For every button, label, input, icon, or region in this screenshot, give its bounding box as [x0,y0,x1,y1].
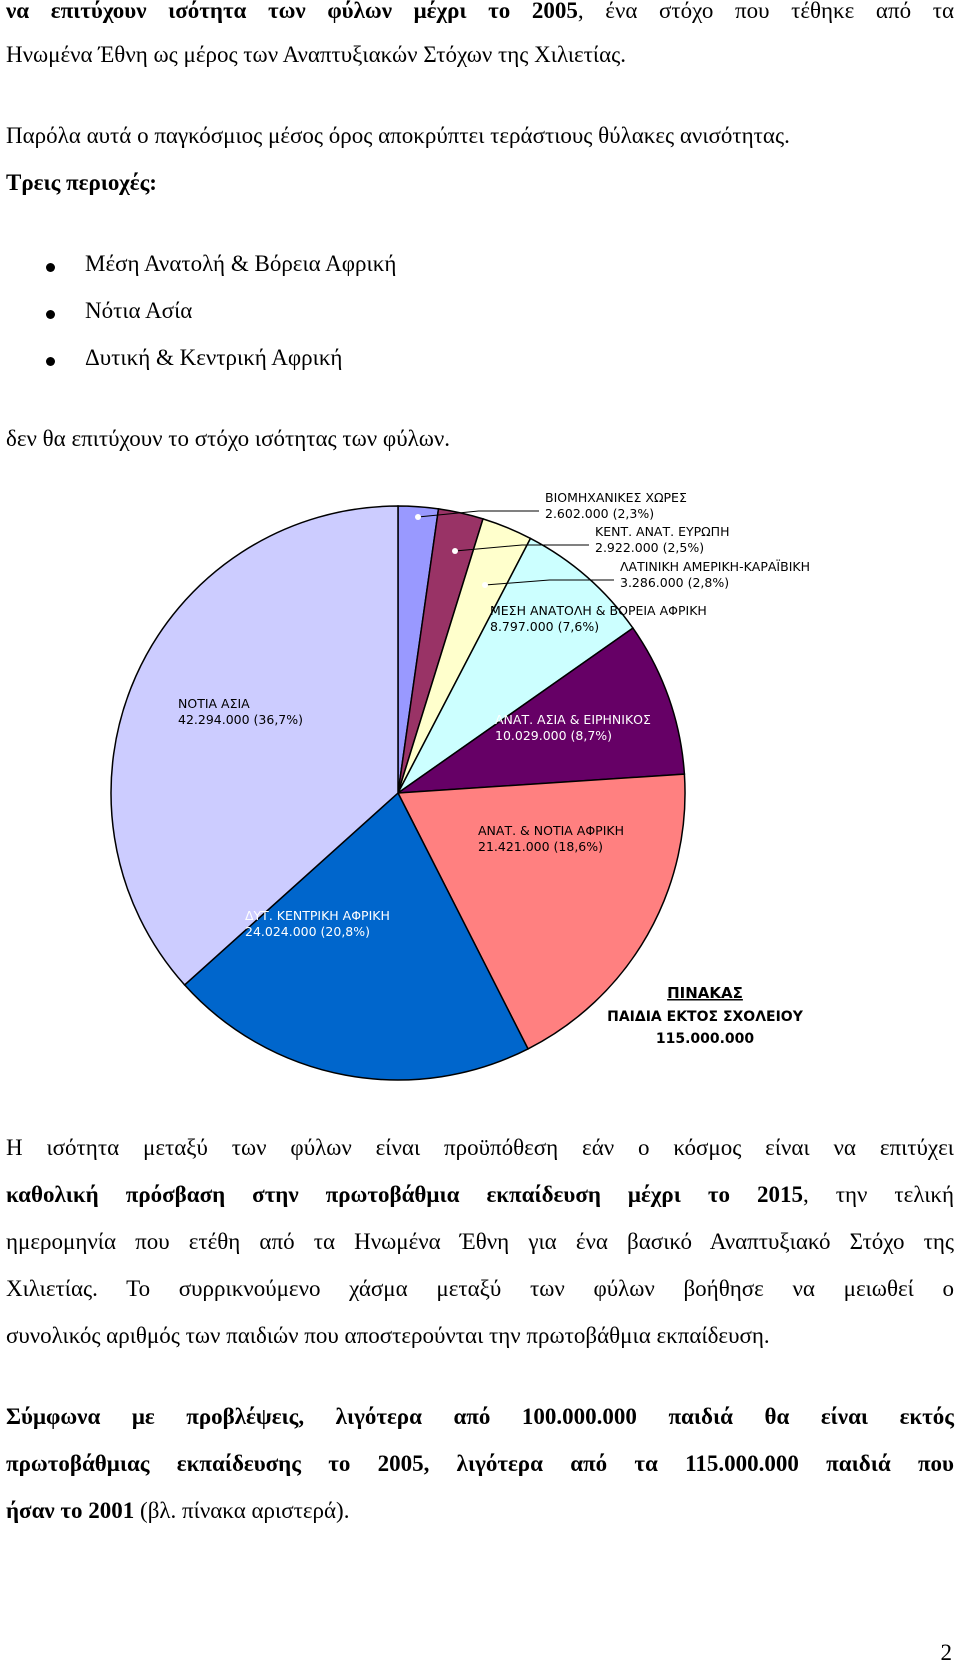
slice-label-value: 42.294.000 (36,7%) [178,712,304,727]
para1-bold: να επιτύχουν ισότητα των φύλων μέχρι το 2005 [6,0,578,23]
slice-label-value: 3.286.000 (2,8%) [620,575,730,590]
para3: δεν θα επιτύχουν το στόχο ισότητας των φύλων. [6,426,451,451]
slice-label-value: 21.421.000 (18,6%) [478,839,604,854]
para1-rest: , ένα στόχο που τέθηκε από τα [577,0,955,23]
para5-line1 [6,1402,954,1432]
para4-line4: Χιλιετίας. Το συρρικνούμενο χάσμα μεταξύ των φύλων βοήθησε να μειωθεί ο [6,1276,954,1301]
para4-line2 [6,1180,954,1210]
para5-bold-3: ήσαν το 2001 [6,1498,135,1523]
regions-heading: Τρεις περιοχές: [6,170,157,195]
bullet-dot [46,263,55,272]
para2-line1: Παρόλα αυτά ο παγκόσμιος μέσος όρος αποκρύπτει τεράστιους θύλακες ανισότητας. [6,123,790,148]
para2-line2 [6,168,954,198]
page-number: 2 [940,1640,952,1665]
chart-subtitle: ΠΑΙΔΙΑ ΕΚΤΟΣ ΣΧΟΛΕΙΟΥ [607,1009,803,1025]
para4-rest: , την τελική [802,1182,954,1207]
bullet-item: Δυτική & Κεντρική Αφρική [85,345,343,370]
slice-label-value: 2.922.000 (2,5%) [595,540,705,555]
para4-bold: καθολική πρόσβαση στην πρωτοβάθμια εκπαίδευση μέχρι το 2015 [6,1182,803,1207]
slice-label-name: ΝΟΤΙΑ ΑΣΙΑ [178,696,250,711]
slice-label-name: ΑΝΑΤ. & ΝΟΤΙΑ ΑΦΡΙΚΗ [478,823,625,838]
slice-label-name: ΑΝΑΤ. ΑΣΙΑ & ΕΙΡΗΝΙΚΟΣ [495,712,651,727]
slice-label-value: 2.602.000 (2,3%) [545,506,655,521]
para4-line3: ημερομηνία που ετέθη από τα Ηνωμένα Έθνη για ένα βασικό Αναπτυξιακό Στόχο της [6,1229,954,1254]
para5-line3 [6,1496,954,1526]
para1-line1 [6,0,954,26]
slice-label-value: 8.797.000 (7,6%) [490,619,600,634]
bullet-dot [46,310,55,319]
bullet-item: Μέση Ανατολή & Βόρεια Αφρική [85,251,397,276]
slice-label-name: ΜΕΣΗ ΑΝΑΤΟΛΗ & ΒΟΡΕΙΑ ΑΦΡΙΚΗ [490,603,707,618]
para5-bold-1: Σύμφωνα με προβλέψεις, λιγότερα από 100.000.000 παιδιά θα είναι εκτός [6,1404,954,1429]
slice-label-name: ΛΑΤΙΝΙΚΗ ΑΜΕΡΙΚΗ-ΚΑΡΑΪΒΙΚΗ [620,559,810,574]
callout-dot [415,514,421,520]
slice-label-name: ΔΥΤ. ΚΕΝΤΡΙΚΗ ΑΦΡΙΚΗ [245,908,390,923]
pie-chart [0,490,960,1090]
para1-line2: Ηνωμένα Έθνη ως μέρος των Αναπτυξιακών Στόχων της Χιλιετίας. [6,42,627,67]
bullet-item: Νότια Ασία [85,298,193,323]
chart-title: ΠΙΝΑΚΑΣ [667,984,743,1002]
pie-slices [111,506,685,1080]
chart-total: 115.000.000 [655,1031,755,1047]
slice-label-name: ΚΕΝΤ. ΑΝΑΤ. ΕΥΡΩΠΗ [595,524,730,539]
slice-label-value: 10.029.000 (8,7%) [495,728,613,743]
callout-dot [452,548,458,554]
para4-line1: Η ισότητα μεταξύ των φύλων είναι προϋπόθεση εάν ο κόσμος είναι να επιτύχει [6,1135,954,1160]
bullet-dot [46,357,55,366]
para5-line2 [6,1449,954,1479]
para4-line5: συνολικός αριθμός των παιδιών που αποστερούνται την πρωτοβάθμια εκπαίδευση. [6,1323,770,1348]
slice-label-name: ΒΙΟΜΗΧΑΝΙΚΕΣ ΧΩΡΕΣ [545,490,687,505]
slice-label-value: 24.024.000 (20,8%) [245,924,371,939]
callout-dot [482,582,488,588]
para5-rest: (βλ. πίνακα αριστερά). [134,1498,350,1523]
chart-title-box [607,984,804,1047]
para5-bold-2: πρωτοβάθμιας εκπαίδευσης το 2005, λιγότερα από τα 115.000.000 παιδιά που [6,1451,954,1476]
